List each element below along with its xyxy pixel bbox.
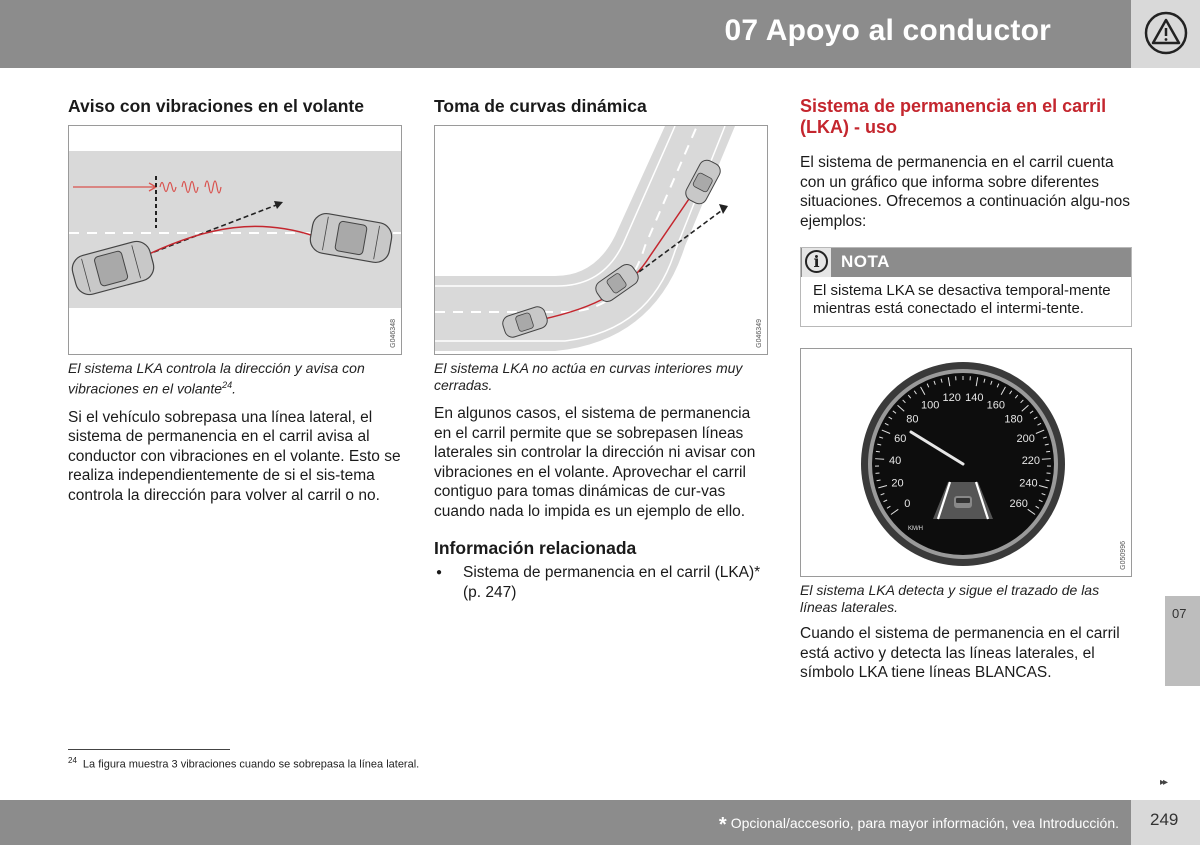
speed-tick-label: 40 [888, 454, 902, 467]
related-info-list [434, 563, 768, 602]
lane-departure-illustration [68, 125, 402, 355]
figure-code: G046349 [756, 319, 763, 348]
figure-caption: El sistema LKA detecta y sigue el trazado de las líneas laterales. [800, 582, 1100, 615]
speed-tick-label: 260 [1009, 498, 1028, 511]
header-icon-box [1131, 0, 1200, 68]
speed-tick-mark [1046, 451, 1050, 452]
chapter-title: 07 Apoyo al conductor [724, 14, 1051, 47]
optional-star: * [718, 814, 727, 836]
speed-tick-label: 100 [921, 399, 940, 412]
related-info-heading: Información relacionada [434, 538, 637, 558]
speed-tick-label: 220 [1021, 454, 1041, 467]
section-heading: Sistema de permanencia en el carril (LKA) - uso [800, 96, 1107, 137]
chapter-tab-label: 07 [1172, 606, 1187, 621]
column-vibration-warning [68, 96, 402, 505]
figure-caption: El sistema LKA controla la dirección y avisa con vibraciones en el volante$^{24}$. [68, 360, 365, 397]
page-number: 249 [1150, 810, 1179, 829]
page-number-box [1131, 800, 1200, 845]
section-heading: Aviso con vibraciones en el volante [68, 96, 364, 116]
speed-unit-label: KM/H [908, 526, 923, 532]
body-paragraph: Si el vehículo sobrepasa una línea lateral, el sistema de permanencia en el carril avisa al conductor con vibraciones en el volante. Esto se realiza independientemente de si el sis-tema controla la dirección para volver al carril o no. [68, 408, 401, 504]
speedometer-illustration [800, 348, 1132, 577]
curved-road-diagram [435, 126, 768, 355]
speed-tick-label: 180 [1004, 413, 1023, 426]
speed-tick-label: 160 [986, 399, 1005, 412]
speed-tick-mark [1042, 459, 1051, 460]
column-lka-usage [800, 96, 1132, 683]
speed-tick-label: 240 [1019, 477, 1038, 490]
body-paragraph: En algunos casos, el sistema de permanencia en el carril permite que se sobrepasen líneas laterales sin controlar la dirección ni avisar con vibraciones en el volante. Aprovechar el carril contiguo para tomas dinámicas de cur-vas cuando nada lo impida es un ejemplo de ello. [434, 405, 756, 520]
footnote-rule [68, 749, 230, 750]
speed-tick-mark [875, 459, 884, 460]
footnote-ref[interactable]: 24 [222, 380, 233, 390]
speed-tick-label: 140 [965, 391, 984, 404]
next-page-arrow-icon: ▸▸ [1160, 777, 1167, 788]
warning-triangle-icon [1144, 11, 1188, 55]
speed-tick-label: 20 [891, 477, 904, 490]
column-dynamic-cornering [434, 96, 768, 602]
note-text: El sistema LKA se desactiva temporal-mente mientras está conectado el intermi-tente. [813, 282, 1111, 317]
curve-illustration [434, 125, 768, 355]
footer-note: * Opcional/accesorio, para mayor información, vea Introducción. [718, 814, 1119, 836]
chapter-tab[interactable] [1165, 596, 1200, 686]
note-box [800, 247, 1132, 327]
section-heading: Toma de curvas dinámica [434, 96, 647, 116]
footnote [68, 756, 419, 771]
speed-tick-mark [876, 451, 880, 452]
speed-tick-label: 200 [1016, 432, 1035, 445]
figure-caption: El sistema LKA no actúa en curvas interiores muy cerradas. [434, 360, 743, 393]
footer-bar [0, 800, 1131, 845]
note-label: NOTA [841, 252, 890, 271]
body-paragraph: Cuando el sistema de permanencia en el carril está activo y detecta las líneas laterales, el símbolo LKA tiene líneas BLANCAS. [800, 625, 1120, 681]
figure-code: G050996 [1120, 541, 1127, 570]
figure-code: G046348 [390, 319, 397, 348]
note-header [801, 248, 1131, 277]
related-link[interactable]: ● Sistema de permanencia en el carril (LKA)* (p. 247) [434, 563, 768, 602]
speed-tick-label: 60 [894, 432, 907, 445]
speedometer-gauge [801, 349, 1132, 577]
road-vibration-diagram [69, 126, 402, 355]
intro-paragraph: El sistema de permanencia en el carril cuenta con un gráfico que informa sobre diferentes situaciones. Ofrecemos a continuación algu-nos ejemplos: [800, 154, 1130, 230]
speed-tick-label: 120 [942, 391, 961, 404]
header-bar [0, 0, 1131, 68]
speed-tick-label: 0 [904, 498, 911, 511]
footnote-number: 24 [68, 756, 77, 765]
footnote-text: La figura muestra 3 vibraciones cuando se sobrepasa la línea lateral. [82, 758, 420, 771]
speed-tick-label: 80 [906, 413, 919, 426]
info-icon: i [802, 248, 831, 277]
